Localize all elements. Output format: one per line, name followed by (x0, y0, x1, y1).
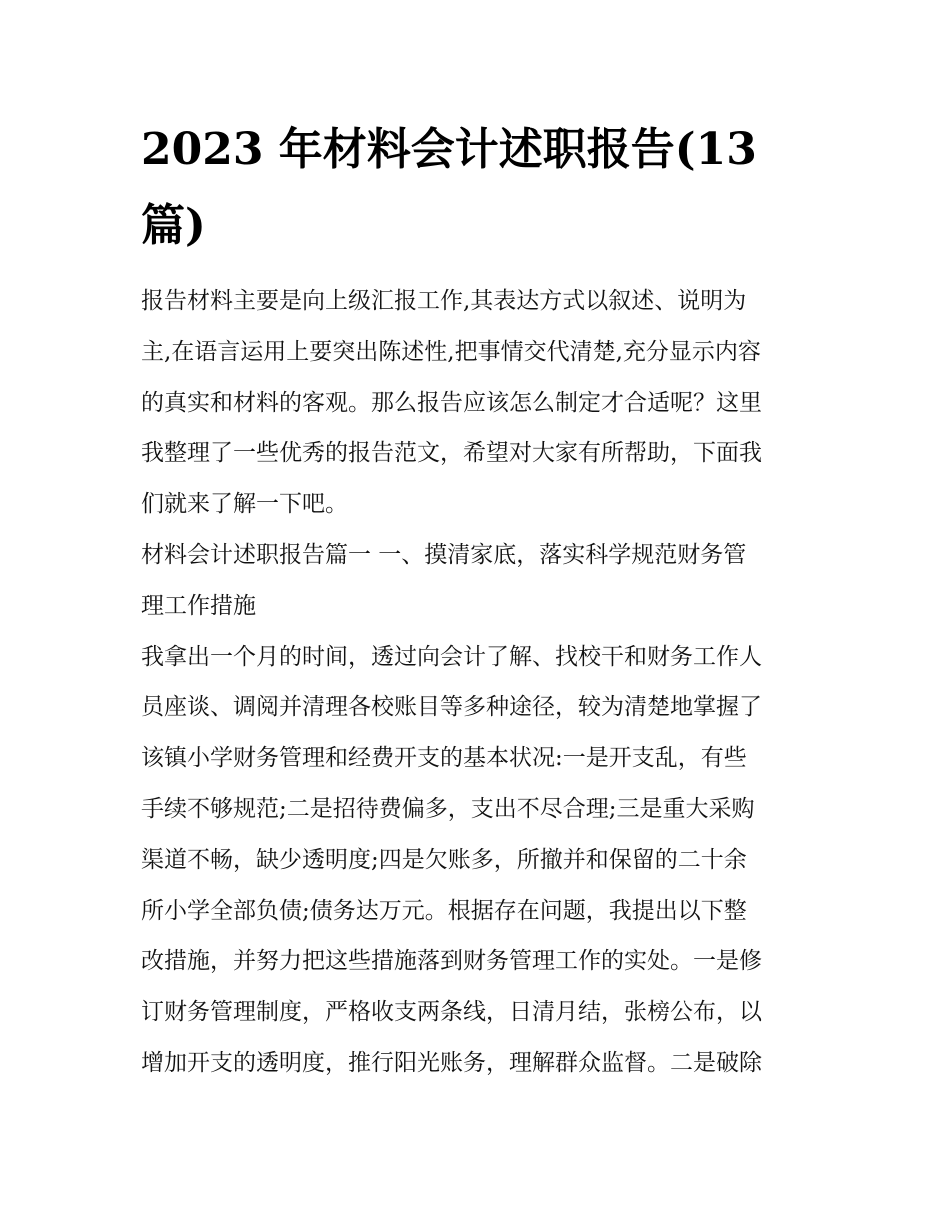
title-line: 2023 年材料会计述职报告(13 (141, 124, 757, 175)
paragraph-line: 渠道不畅，缺少透明度;四是欠账多，所撤并和保留的二十余 (141, 846, 747, 873)
paragraph-line: 我整理了一些优秀的报告范文，希望对大家有所帮助，下面我 (141, 440, 762, 467)
document-body (141, 276, 821, 1089)
paragraph-line: 们就来了解一下吧。 (141, 491, 348, 518)
paragraph-line: 所小学全部负债;债务达万元。根据存在问题，我提出以下整 (141, 897, 747, 924)
paragraph-line: 报告材料主要是向上级汇报工作,其表达方式以叙述、说明为 (141, 288, 747, 314)
paragraph-line: 手续不够规范;二是招待费偏多，支出不尽合理;三是重大采购 (141, 795, 755, 822)
paragraph-line: 主,在语言运用上要突出陈述性,把事情交代清楚,充分显示内容 (141, 338, 761, 365)
paragraph-line: 增加开支的透明度，推行阳光账务，理解群众监督。二是破除 (141, 1049, 762, 1076)
paragraph-line: 订财务管理制度，严格收支两条线，日清月结，张榜公布，以 (141, 999, 762, 1026)
paragraph-line: 员座谈、调阅并清理各校账目等多种途径，较为清楚地掌握了 (141, 694, 762, 721)
paragraph-line: 我拿出一个月的时间，透过向会计了解、找校干和财务工作人 (141, 643, 762, 670)
paragraph-line: 的真实和材料的客观。那么报告应该怎么制定才合适呢？这里 (141, 389, 762, 416)
paragraph-line: 该镇小学财务管理和经费开支的基本状况:一是开支乱，有些 (141, 745, 747, 772)
title-line: 篇) (141, 200, 206, 251)
paragraph-line: 改措施，并努力把这些措施落到财务管理工作的实处。一是修 (141, 948, 762, 975)
section-heading-line: 理工作措施 (141, 592, 256, 619)
document-title (141, 112, 821, 264)
section-heading-line: 材料会计述职报告篇一 一、摸清家底，落实科学规范财务管 (141, 541, 747, 568)
